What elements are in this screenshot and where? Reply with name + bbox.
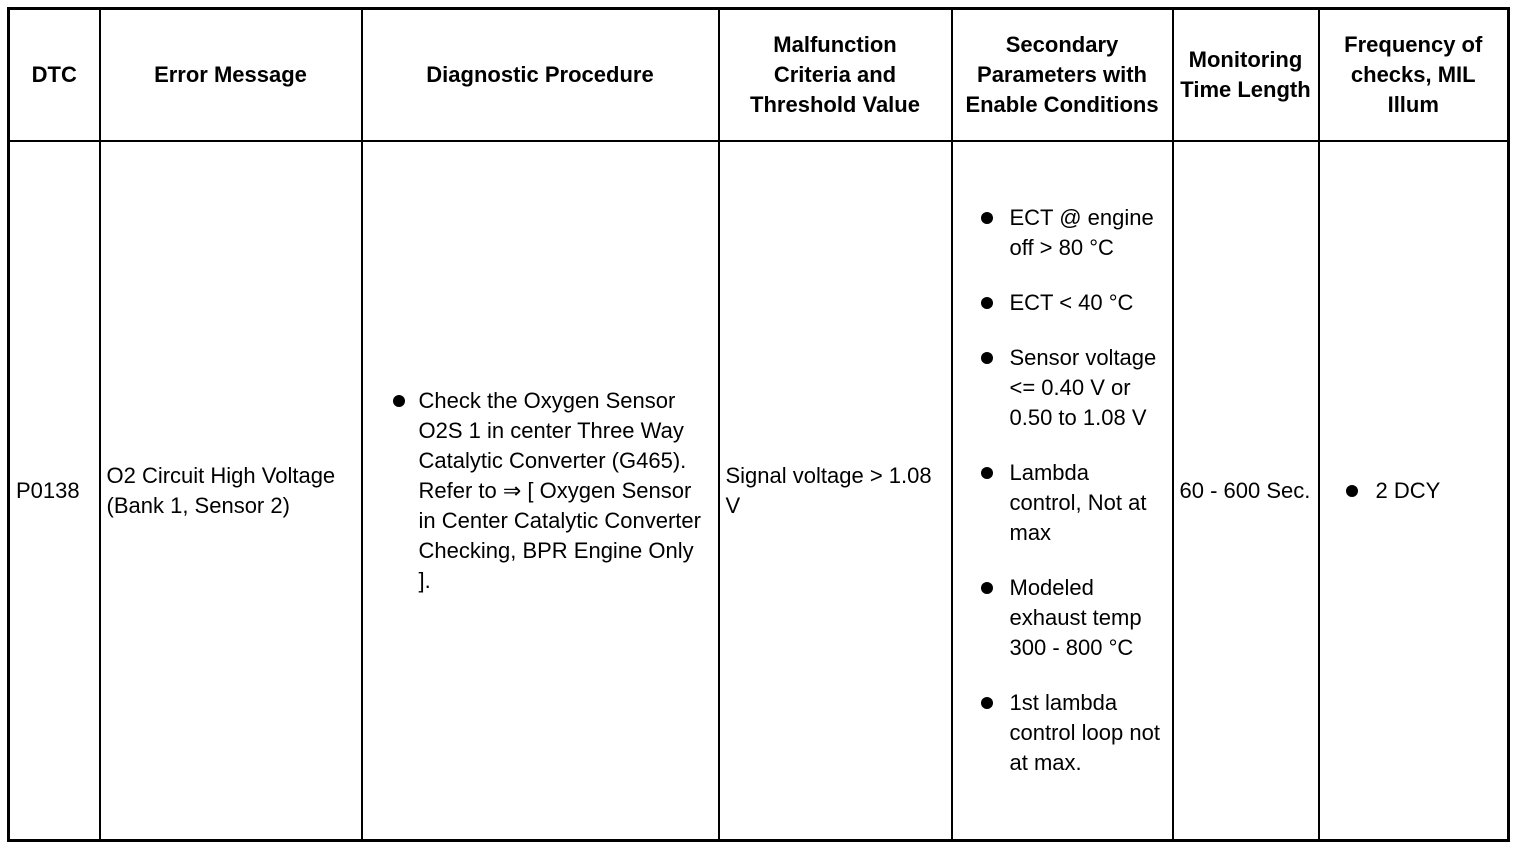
- parameter-text: 1st lambda control loop not at max.: [1009, 690, 1160, 775]
- parameter-text: Lambda control, Not at max: [1009, 460, 1147, 545]
- bullet-icon: [981, 352, 993, 364]
- bullet-icon: [1346, 485, 1358, 497]
- cell-monitoring-time: 60 - 600 Sec.: [1173, 141, 1319, 841]
- frequency-list: [1326, 476, 1502, 506]
- list-item: [959, 458, 1166, 548]
- cell-frequency: [1319, 141, 1509, 841]
- table-header: [9, 9, 1509, 142]
- bullet-icon: [981, 212, 993, 224]
- header-secondary-parameters: Secondary Parameters with Enable Conditions: [952, 9, 1173, 142]
- list-item: [959, 288, 1166, 318]
- bullet-icon: [981, 297, 993, 309]
- header-row: [9, 9, 1509, 142]
- bullet-icon: [393, 395, 405, 407]
- procedure-list: [369, 386, 712, 596]
- header-malfunction-criteria: Malfunction Criteria and Threshold Value: [719, 9, 952, 142]
- bullet-icon: [981, 467, 993, 479]
- parameter-text: Sensor voltage <= 0.40 V or 0.50 to 1.08 V: [1009, 345, 1157, 430]
- list-item: [959, 688, 1166, 778]
- header-error-message: Error Message: [100, 9, 362, 142]
- list-item: [959, 343, 1166, 433]
- list-item: [959, 203, 1166, 263]
- list-item: [959, 573, 1166, 663]
- cell-malfunction-criteria: Signal voltage > 1.08 V: [719, 141, 952, 841]
- cell-secondary-parameters: [952, 141, 1173, 841]
- secondary-parameters-list: [959, 203, 1166, 778]
- cell-error-message: O2 Circuit High Voltage (Bank 1, Sensor 2): [100, 141, 362, 841]
- cell-diagnostic-procedure: [362, 141, 719, 841]
- cell-dtc: P0138: [9, 141, 100, 841]
- header-monitoring-time: Monitoring Time Length: [1173, 9, 1319, 142]
- header-diagnostic-procedure: Diagnostic Procedure: [362, 9, 719, 142]
- dtc-table: [7, 7, 1510, 842]
- bullet-icon: [981, 582, 993, 594]
- parameter-text: ECT < 40 °C: [1009, 290, 1134, 315]
- header-dtc: DTC: [9, 9, 100, 142]
- table-body: [9, 141, 1509, 841]
- table-row: [9, 141, 1509, 841]
- header-frequency: Frequency of checks, MIL Illum: [1319, 9, 1509, 142]
- parameter-text: Modeled exhaust temp 300 - 800 °C: [1009, 575, 1142, 660]
- list-item: [369, 386, 712, 596]
- bullet-icon: [981, 697, 993, 709]
- frequency-text: 2 DCY: [1375, 477, 1441, 503]
- list-item: [1326, 476, 1502, 506]
- parameter-text: ECT @ engine off > 80 °C: [1009, 205, 1154, 260]
- procedure-text: Check the Oxygen Sensor O2S 1 in center Three Way Catalytic Converter (G465). Refer to ⇒ [ Oxygen Sensor in Center Catalytic Converter Checking, BPR Engine Only ].: [418, 387, 701, 593]
